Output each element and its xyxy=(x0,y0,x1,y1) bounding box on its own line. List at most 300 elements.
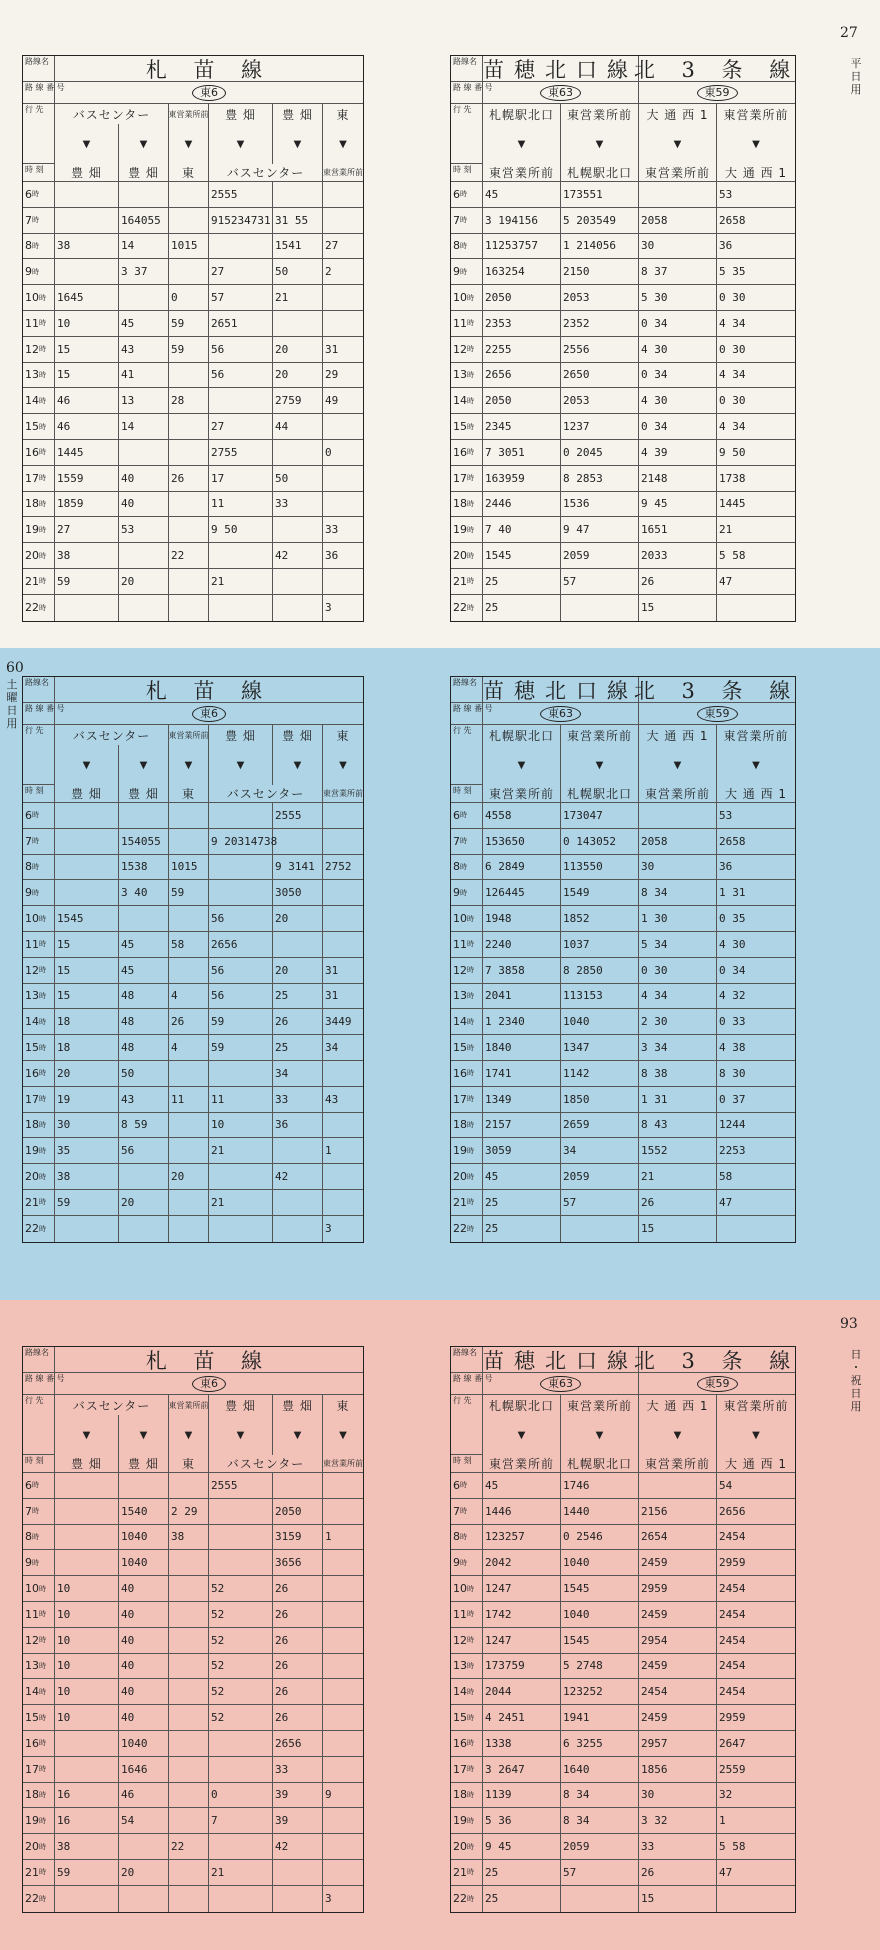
departure-cell: 1440 xyxy=(561,1499,639,1525)
hour-label xyxy=(23,880,55,906)
departure-cell: 33 xyxy=(273,1087,323,1113)
departure-cell xyxy=(273,1860,323,1886)
hour-suffix: 時 xyxy=(39,1095,46,1104)
hour-label xyxy=(451,1113,483,1139)
hour-label xyxy=(23,259,55,285)
hour-label xyxy=(451,932,483,958)
hour-suffix: 時 xyxy=(467,1017,474,1026)
departure-cell: 16 xyxy=(55,1783,119,1809)
departure-cell: 9 50 xyxy=(209,517,273,543)
line-title: 北 3 条 線 xyxy=(633,57,801,82)
hour-suffix: 時 xyxy=(39,370,46,379)
hour-suffix: 時 xyxy=(460,241,467,250)
hour-suffix: 時 xyxy=(39,1198,46,1207)
day-label-char: 日 xyxy=(850,1387,862,1400)
hour-suffix: 時 xyxy=(467,1636,474,1645)
hour-value: 11 xyxy=(25,1607,39,1621)
departure-cell: 1247 xyxy=(483,1576,561,1602)
hour-label xyxy=(23,1628,55,1654)
departure-cell: 2454 xyxy=(717,1576,795,1602)
departure-cell: 54 xyxy=(717,1473,795,1499)
departure-cell: 39 xyxy=(273,1808,323,1834)
departure-cell: 1 31 xyxy=(717,880,795,906)
departure-cell xyxy=(273,1886,323,1912)
departure-cell: 1741 xyxy=(483,1061,561,1087)
departure-cell xyxy=(323,208,363,234)
departure-cell: 10 xyxy=(55,1628,119,1654)
hour-label xyxy=(451,1886,483,1912)
departure-cell: 36 xyxy=(717,855,795,881)
destination-to: バスセンター xyxy=(209,164,323,182)
hour-suffix: 時 xyxy=(467,396,474,405)
departure-cell: 14 xyxy=(119,234,169,260)
destination-from: 豊 畑 xyxy=(273,1395,323,1415)
departure-cell xyxy=(323,880,363,906)
hour-value: 12 xyxy=(453,1633,467,1647)
departure-cell: 40 xyxy=(119,492,169,518)
hour-suffix: 時 xyxy=(39,1146,46,1155)
departure-cell xyxy=(639,803,717,829)
departure-cell xyxy=(169,517,209,543)
departure-cell: 56 xyxy=(209,984,273,1010)
hour-label xyxy=(23,1164,55,1190)
hour-suffix: 時 xyxy=(467,1661,474,1670)
departure-cell: 20 xyxy=(273,906,323,932)
departure-cell: 1559 xyxy=(55,466,119,492)
hour-value: 22 xyxy=(453,601,467,615)
departure-cell: 43 xyxy=(323,1087,363,1113)
hour-suffix: 時 xyxy=(460,811,467,820)
hour-value: 8 xyxy=(25,1530,32,1544)
hour-value: 20 xyxy=(25,1840,39,1854)
departure-cell: 1349 xyxy=(483,1087,561,1113)
hour-value: 15 xyxy=(453,1041,467,1055)
departure-cell xyxy=(323,569,363,595)
destination-from: 東 xyxy=(336,107,350,122)
departure-cell: 2555 xyxy=(209,1473,273,1499)
departure-cell: 2050 xyxy=(273,1499,323,1525)
departure-cell: 3 40 xyxy=(119,880,169,906)
departure-cell: 26 xyxy=(273,1009,323,1035)
departure-cell: 8 2850 xyxy=(561,958,639,984)
hour-label xyxy=(23,1834,55,1860)
departure-cell: 10 xyxy=(55,1602,119,1628)
departure-cell: 2555 xyxy=(273,803,323,829)
destination-from: 札幌駅北口 xyxy=(483,104,561,124)
departure-cell: 0 30 xyxy=(717,337,795,363)
departure-cell: 123252 xyxy=(561,1679,639,1705)
label-route-number: 路 線 番 号 xyxy=(451,1373,483,1395)
hour-value: 11 xyxy=(25,937,39,951)
departure-cell xyxy=(323,1602,363,1628)
hour-label xyxy=(23,1860,55,1886)
departure-cell xyxy=(209,1525,273,1551)
departure-cell: 59 xyxy=(209,1035,273,1061)
departure-cell xyxy=(323,182,363,208)
departure-cell xyxy=(273,932,323,958)
hour-value: 21 xyxy=(25,574,39,588)
destination-from: 豊 畑 xyxy=(209,1395,273,1415)
hour-value: 20 xyxy=(453,549,467,563)
timetable-naebo-kita3 xyxy=(450,1346,801,1913)
hour-value: 14 xyxy=(453,394,467,408)
hour-label xyxy=(23,363,55,389)
departure-cell: 10 xyxy=(55,311,119,337)
hour-value: 8 xyxy=(453,239,460,253)
hour-value: 17 xyxy=(25,1092,39,1106)
hour-suffix: 時 xyxy=(467,1172,474,1181)
direction-arrow-icon: ▼ xyxy=(483,1415,561,1455)
departure-cell: 19 xyxy=(55,1087,119,1113)
hour-value: 10 xyxy=(25,1582,39,1596)
hour-value: 22 xyxy=(25,1892,39,1906)
departure-cell: 2454 xyxy=(717,1679,795,1705)
hour-label xyxy=(23,1705,55,1731)
direction-arrow-icon: ▼ xyxy=(339,759,347,771)
departure-cell: 9 45 xyxy=(483,1834,561,1860)
departure-cell: 1540 xyxy=(119,1499,169,1525)
departure-cell: 2156 xyxy=(639,1499,717,1525)
hour-label xyxy=(23,543,55,569)
departure-cell: 0 37 xyxy=(717,1087,795,1113)
departure-cell: 15 xyxy=(55,932,119,958)
departure-cell: 1244 xyxy=(717,1113,795,1139)
hour-suffix: 時 xyxy=(460,837,467,846)
departure-cell: 3 32 xyxy=(639,1808,717,1834)
departure-cell: 45 xyxy=(119,311,169,337)
departure-cell: 40 xyxy=(119,466,169,492)
route-number-badge: 東6 xyxy=(192,706,226,722)
departure-cell: 52 xyxy=(209,1576,273,1602)
hour-label xyxy=(23,182,55,208)
departure-cell: 25 xyxy=(483,595,561,621)
departure-cell: 42 xyxy=(273,1164,323,1190)
departure-cell: 49 xyxy=(323,388,363,414)
departure-cell: 5 2748 xyxy=(561,1654,639,1680)
route-number-badge: 東6 xyxy=(192,85,226,101)
departure-cell: 17 xyxy=(209,466,273,492)
hour-label xyxy=(23,595,55,621)
timetable-naebo-kita3 xyxy=(450,55,801,622)
departure-cell xyxy=(323,1061,363,1087)
departure-cell: 1746 xyxy=(561,1473,639,1499)
departure-cell xyxy=(55,1216,119,1242)
departure-cell xyxy=(323,1705,363,1731)
hour-label xyxy=(23,984,55,1010)
departure-cell: 38 xyxy=(55,543,119,569)
line-title: 札 苗 線 xyxy=(55,56,363,82)
hour-label xyxy=(451,855,483,881)
departure-cell: 53 xyxy=(119,517,169,543)
hour-label xyxy=(451,1808,483,1834)
label-destination: 行 先 xyxy=(23,1395,55,1455)
departure-cell: 1 2340 xyxy=(483,1009,561,1035)
departure-cell: 1538 xyxy=(119,855,169,881)
destination-from: 東 xyxy=(336,1398,350,1413)
route-number-cell xyxy=(639,703,795,725)
hour-label xyxy=(23,1731,55,1757)
departure-cell xyxy=(323,1550,363,1576)
hour-value: 10 xyxy=(453,291,467,305)
hour-value: 11 xyxy=(453,937,467,951)
departure-cell: 22 xyxy=(169,1834,209,1860)
departure-cell xyxy=(323,1628,363,1654)
hour-label xyxy=(451,1705,483,1731)
departure-cell: 2954 xyxy=(639,1628,717,1654)
departure-cell: 20 xyxy=(119,1860,169,1886)
destination-to: 豊 畑 xyxy=(119,164,169,182)
departure-cell xyxy=(169,803,209,829)
departure-cell: 15 xyxy=(55,958,119,984)
departure-cell: 21 xyxy=(209,1190,273,1216)
label-time: 時 刻 xyxy=(451,785,483,803)
departure-cell: 25 xyxy=(483,569,561,595)
hour-value: 9 xyxy=(25,886,32,900)
direction-arrow-icon: ▼ xyxy=(639,745,717,785)
departure-cell xyxy=(169,569,209,595)
departure-cell: 32 xyxy=(717,1783,795,1809)
hour-label xyxy=(23,1087,55,1113)
departure-cell: 38 xyxy=(55,234,119,260)
hour-value: 15 xyxy=(25,1711,39,1725)
departure-cell: 25 xyxy=(483,1190,561,1216)
destination-to: 豊 畑 xyxy=(119,785,169,803)
departure-cell xyxy=(55,1473,119,1499)
hour-value: 16 xyxy=(25,445,39,459)
departure-cell xyxy=(119,1886,169,1912)
hour-label xyxy=(451,1138,483,1164)
hour-label xyxy=(23,311,55,337)
hour-suffix: 時 xyxy=(39,1713,46,1722)
hour-suffix: 時 xyxy=(467,940,474,949)
departure-cell xyxy=(273,569,323,595)
departure-cell xyxy=(717,1886,795,1912)
departure-cell: 1247 xyxy=(483,1628,561,1654)
departure-cell xyxy=(169,363,209,389)
hour-suffix: 時 xyxy=(32,837,39,846)
departure-cell xyxy=(273,1138,323,1164)
departure-cell: 2059 xyxy=(561,543,639,569)
hour-value: 13 xyxy=(25,989,39,1003)
hour-label xyxy=(23,803,55,829)
hour-suffix: 時 xyxy=(39,1661,46,1670)
destination-from: 札幌駅北口 xyxy=(483,1395,561,1415)
hour-suffix: 時 xyxy=(467,448,474,457)
departure-cell: 3449 xyxy=(323,1009,363,1035)
hour-value: 22 xyxy=(453,1892,467,1906)
hour-value: 18 xyxy=(25,1118,39,1132)
hour-value: 9 xyxy=(453,265,460,279)
hour-value: 18 xyxy=(25,1788,39,1802)
departure-cell xyxy=(169,1216,209,1242)
hour-label xyxy=(23,1061,55,1087)
hour-value: 13 xyxy=(453,1659,467,1673)
hour-label xyxy=(23,906,55,932)
destination-from: 大 通 西 1 xyxy=(639,104,717,124)
departure-cell: 1 xyxy=(717,1808,795,1834)
day-type-label xyxy=(848,57,864,96)
hour-value: 7 xyxy=(25,834,32,848)
departure-cell: 0 30 xyxy=(717,285,795,311)
departure-cell xyxy=(169,1550,209,1576)
departure-cell xyxy=(323,1731,363,1757)
departure-cell xyxy=(119,182,169,208)
departure-cell xyxy=(323,1757,363,1783)
route-number-cell xyxy=(483,1373,639,1395)
hour-value: 15 xyxy=(25,1041,39,1055)
departure-cell: 9 20314738 xyxy=(209,829,273,855)
label-destination: 行 先 xyxy=(23,725,55,785)
departure-cell: 2959 xyxy=(717,1705,795,1731)
departure-cell xyxy=(119,1164,169,1190)
hour-label xyxy=(451,259,483,285)
hour-value: 14 xyxy=(25,1015,39,1029)
destination-to: 札幌駅北口 xyxy=(561,164,639,182)
departure-cell: 0 34 xyxy=(639,414,717,440)
departure-cell xyxy=(169,182,209,208)
destination-to: 大 通 西 1 xyxy=(717,1455,795,1473)
hour-label xyxy=(23,958,55,984)
hour-suffix: 時 xyxy=(39,966,46,975)
departure-cell: 20 xyxy=(119,569,169,595)
departure-cell: 29 xyxy=(323,363,363,389)
destination-from: 東営業所前 xyxy=(723,107,789,122)
hour-value: 21 xyxy=(453,574,467,588)
direction-arrow-icon: ▼ xyxy=(639,1415,717,1455)
hour-label xyxy=(23,1808,55,1834)
hour-value: 14 xyxy=(453,1015,467,1029)
departure-cell: 46 xyxy=(55,414,119,440)
destination-to: 東営業所前 xyxy=(639,785,717,803)
departure-cell: 1651 xyxy=(639,517,717,543)
departure-cell: 7 3858 xyxy=(483,958,561,984)
departure-cell xyxy=(55,1757,119,1783)
departure-cell: 40 xyxy=(119,1654,169,1680)
label-route-name: 路線名 xyxy=(23,677,55,703)
departure-cell: 1142 xyxy=(561,1061,639,1087)
hour-value: 14 xyxy=(25,394,39,408)
departure-cell: 3 37 xyxy=(119,259,169,285)
hour-suffix: 時 xyxy=(39,499,46,508)
hour-label xyxy=(451,440,483,466)
destination-to: 東営業所前 xyxy=(323,785,363,803)
direction-arrow-icon: ▼ xyxy=(169,745,209,785)
departure-cell: 54 xyxy=(119,1808,169,1834)
hour-suffix: 時 xyxy=(467,345,474,354)
departure-cell: 30 xyxy=(55,1113,119,1139)
departure-cell: 5 34 xyxy=(639,932,717,958)
departure-cell: 1 31 xyxy=(639,1087,717,1113)
hour-label xyxy=(451,595,483,621)
hour-label xyxy=(451,1473,483,1499)
departure-cell: 173047 xyxy=(561,803,639,829)
hour-suffix: 時 xyxy=(460,1507,467,1516)
departure-cell: 33 xyxy=(273,492,323,518)
departure-cell xyxy=(273,1216,323,1242)
departure-cell xyxy=(169,1473,209,1499)
destination-from: バスセンター xyxy=(55,725,169,745)
hour-suffix: 時 xyxy=(32,216,39,225)
departure-cell: 7 xyxy=(209,1808,273,1834)
hour-label xyxy=(23,1035,55,1061)
departure-cell xyxy=(169,208,209,234)
hour-suffix: 時 xyxy=(467,1713,474,1722)
departure-cell: 16 xyxy=(55,1808,119,1834)
departure-cell xyxy=(169,906,209,932)
departure-cell: 1 214056 xyxy=(561,234,639,260)
departure-cell: 11 xyxy=(209,1087,273,1113)
hour-value: 15 xyxy=(453,420,467,434)
hour-value: 19 xyxy=(453,523,467,537)
departure-cell: 3159 xyxy=(273,1525,323,1551)
hour-value: 13 xyxy=(453,989,467,1003)
departure-cell: 0 2045 xyxy=(561,440,639,466)
line-title: 苗穂北口線 xyxy=(483,1348,638,1373)
departure-cell: 1237 xyxy=(561,414,639,440)
departure-cell xyxy=(323,1473,363,1499)
hour-value: 17 xyxy=(25,471,39,485)
destination-from: 札幌駅北口 xyxy=(483,725,561,745)
departure-cell xyxy=(717,595,795,621)
departure-cell: 44 xyxy=(273,414,323,440)
hour-suffix: 時 xyxy=(39,345,46,354)
route-number-cell xyxy=(483,82,639,104)
direction-arrow-icon: ▼ xyxy=(55,1415,119,1455)
departure-cell: 34 xyxy=(561,1138,639,1164)
departure-cell: 2255 xyxy=(483,337,561,363)
hour-suffix: 時 xyxy=(467,1146,474,1155)
hour-value: 6 xyxy=(453,187,460,201)
departure-cell xyxy=(169,440,209,466)
departure-cell: 2053 xyxy=(561,388,639,414)
departure-cell: 56 xyxy=(119,1138,169,1164)
departure-cell: 4 30 xyxy=(717,932,795,958)
departure-cell: 2752 xyxy=(323,855,363,881)
hour-label xyxy=(23,1473,55,1499)
destination-from: 豊 畑 xyxy=(273,725,323,745)
hour-value: 20 xyxy=(25,1170,39,1184)
hour-suffix: 時 xyxy=(467,1043,474,1052)
departure-cell: 113153 xyxy=(561,984,639,1010)
hour-value: 6 xyxy=(25,1478,32,1492)
departure-cell: 2150 xyxy=(561,259,639,285)
direction-arrow-icon: ▼ xyxy=(55,745,119,785)
hour-value: 7 xyxy=(453,834,460,848)
hour-value: 17 xyxy=(453,1092,467,1106)
departure-cell: 28 xyxy=(169,388,209,414)
destination-from: 東営業所前 xyxy=(169,1395,209,1415)
hour-label xyxy=(451,517,483,543)
departure-cell: 1 xyxy=(323,1138,363,1164)
departure-cell: 0 34 xyxy=(639,363,717,389)
departure-cell: 2446 xyxy=(483,492,561,518)
departure-cell: 10 xyxy=(55,1654,119,1680)
departure-cell: 50 xyxy=(119,1061,169,1087)
hour-value: 13 xyxy=(25,368,39,382)
destination-to: 札幌駅北口 xyxy=(561,1455,639,1473)
hour-value: 16 xyxy=(453,1066,467,1080)
departure-cell xyxy=(209,1061,273,1087)
day-label-char: ・ xyxy=(850,1361,862,1374)
hour-suffix: 時 xyxy=(39,1739,46,1748)
label-time: 時 刻 xyxy=(451,1455,483,1473)
departure-cell: 26 xyxy=(273,1576,323,1602)
departure-cell: 57 xyxy=(561,569,639,595)
hour-suffix: 時 xyxy=(32,267,39,276)
departure-cell: 10 xyxy=(55,1576,119,1602)
direction-arrow-icon: ▼ xyxy=(273,745,323,785)
hour-value: 15 xyxy=(453,1711,467,1725)
